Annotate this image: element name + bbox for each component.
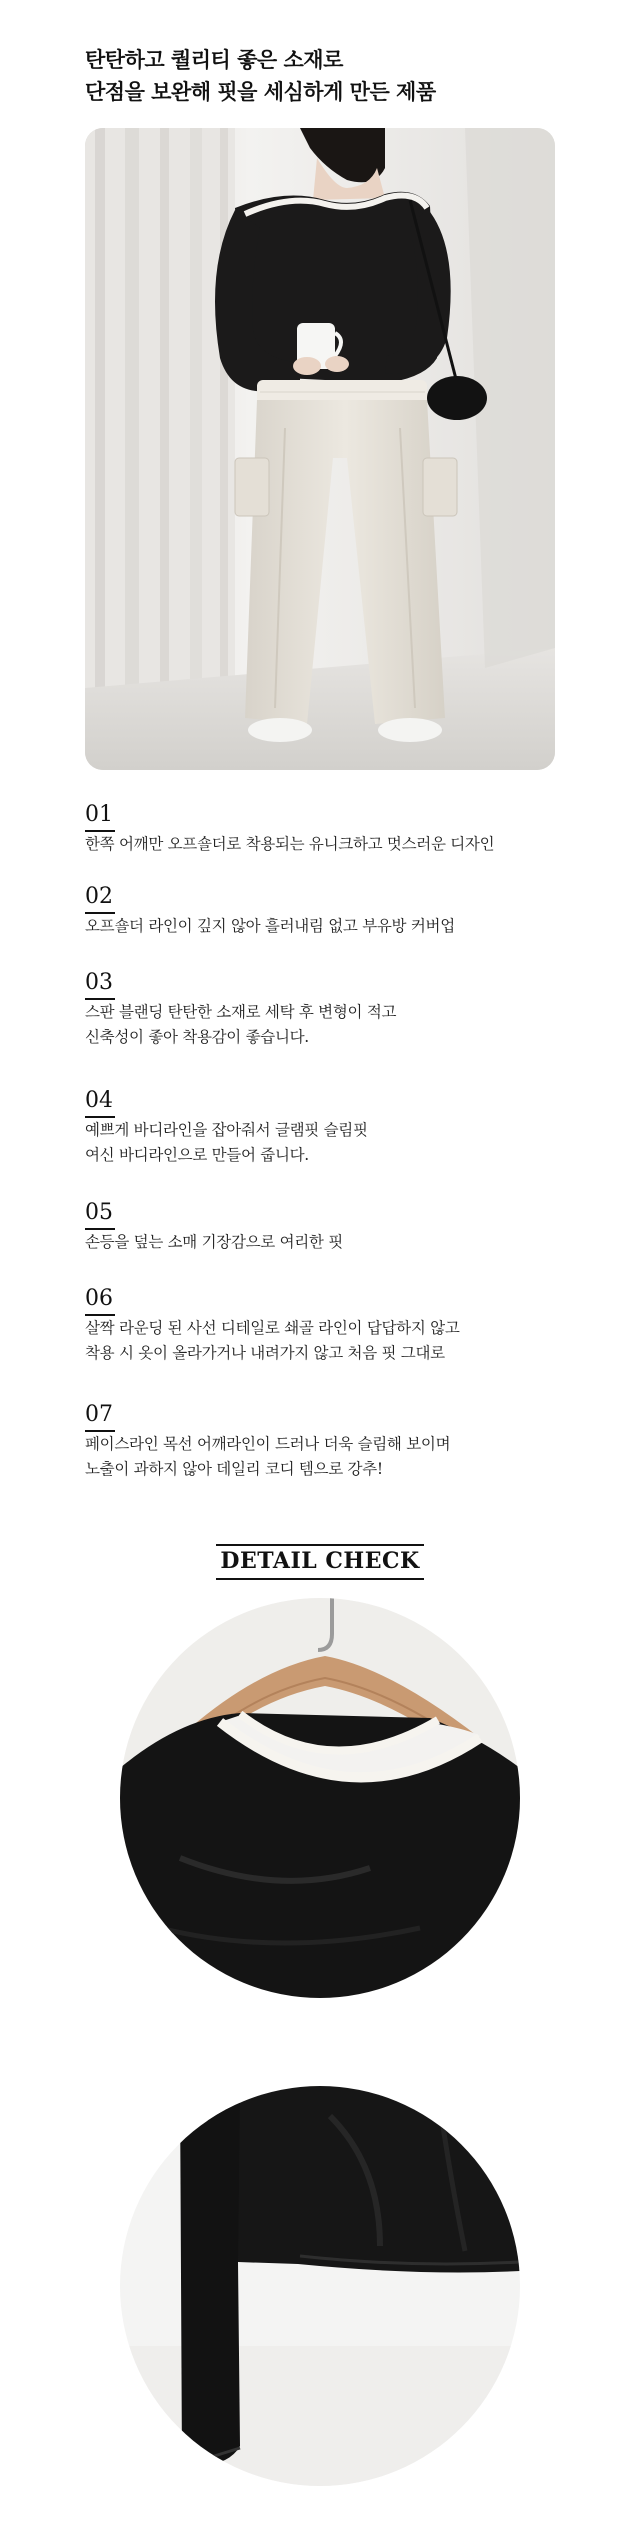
point-line: 여신 바디라인으로 만들어 줍니다. xyxy=(85,1146,309,1164)
point-number: 05 xyxy=(85,1198,115,1230)
point-text xyxy=(85,1316,565,1366)
point-number: 06 xyxy=(85,1284,115,1316)
feature-point xyxy=(85,1284,565,1400)
point-line: 예쁘게 바디라인을 잡아줘서 글램핏 슬림핏 xyxy=(85,1121,368,1139)
feature-points xyxy=(85,800,565,1490)
feature-point xyxy=(85,1086,565,1198)
point-number: 03 xyxy=(85,968,115,1000)
point-number: 02 xyxy=(85,882,115,914)
point-number: 01 xyxy=(85,800,115,832)
point-line: 페이스라인 목선 어깨라인이 드러나 더욱 슬림해 보이며 xyxy=(85,1435,451,1453)
point-line: 오프숄더 라인이 깊지 않아 흘러내림 없고 부유방 커버업 xyxy=(85,917,455,935)
headline-line-1: 탄탄하고 퀄리티 좋은 소재로 xyxy=(85,48,343,72)
point-text xyxy=(85,1230,565,1255)
detail-check-title: DETAIL CHECK xyxy=(216,1544,423,1580)
point-line: 살짝 라운딩 된 사선 디테일로 쇄골 라인이 답답하지 않고 xyxy=(85,1319,460,1337)
point-line: 착용 시 옷이 올라가거나 내려가지 않고 처음 핏 그대로 xyxy=(85,1344,445,1362)
detail-neckline-photo xyxy=(120,1598,520,1998)
headline-line-2: 단점을 보완해 핏을 세심하게 만든 제품 xyxy=(85,80,436,104)
feature-point xyxy=(85,882,565,968)
point-text xyxy=(85,1118,565,1168)
point-line: 한쪽 어깨만 오프숄더로 착용되는 유니크하고 멋스러운 디자인 xyxy=(85,835,495,853)
headline xyxy=(85,44,565,108)
point-line: 신축성이 좋아 착용감이 좋습니다. xyxy=(85,1028,309,1046)
point-text xyxy=(85,1432,565,1482)
point-line: 노출이 과하지 않아 데일리 코디 템으로 강추! xyxy=(85,1460,383,1478)
point-number: 07 xyxy=(85,1400,115,1432)
point-text xyxy=(85,1000,565,1050)
point-text xyxy=(85,832,565,857)
detail-check-heading xyxy=(0,1544,640,1580)
detail-sleeve-photo xyxy=(120,2086,520,2486)
feature-point xyxy=(85,800,565,882)
feature-point xyxy=(85,1400,565,1490)
point-line: 스판 블랜딩 탄탄한 소재로 세탁 후 변형이 적고 xyxy=(85,1003,397,1021)
point-number: 04 xyxy=(85,1086,115,1118)
point-line: 손등을 덮는 소매 기장감으로 여리한 핏 xyxy=(85,1233,343,1251)
feature-point xyxy=(85,968,565,1086)
point-text xyxy=(85,914,565,939)
feature-point xyxy=(85,1198,565,1284)
model-photo xyxy=(85,128,555,770)
